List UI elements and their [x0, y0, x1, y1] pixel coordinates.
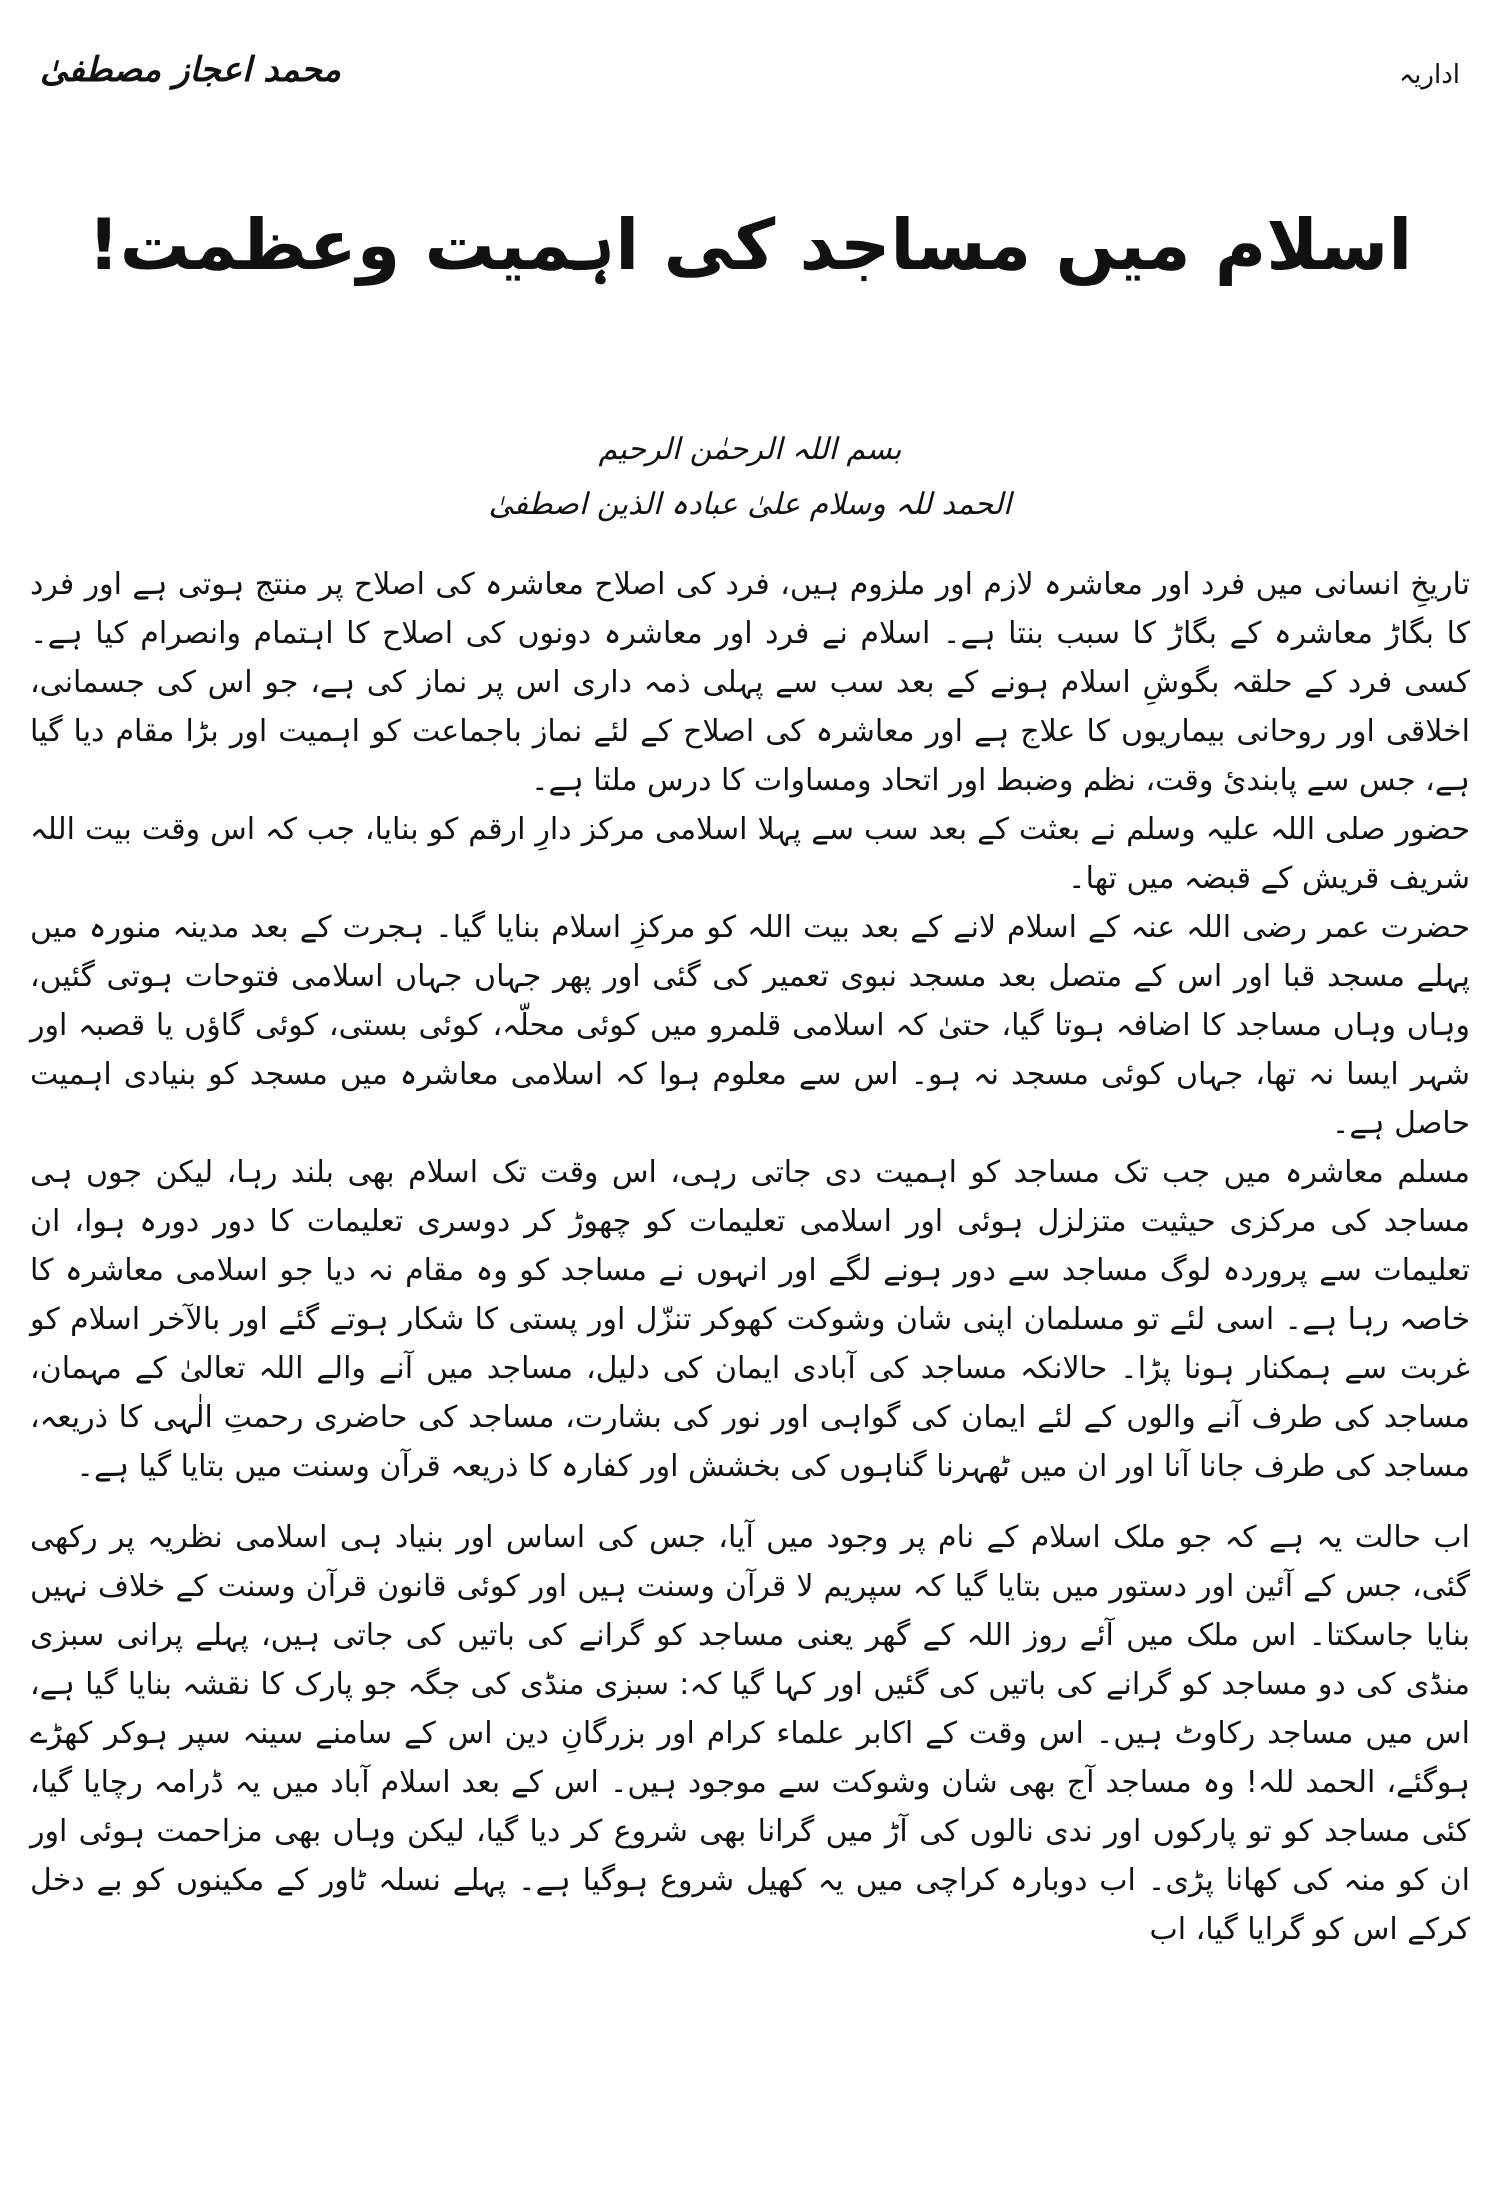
article-body — [30, 560, 1470, 1954]
paragraph: مسلم معاشرہ میں جب تک مساجد کو اہمیت دی جاتی رہی، اس وقت تک اسلام بھی بلند رہا، لیکن جوں ہی مساجد کی مرکزی حیثیت متزلزل ہوئی اور اسلامی تعلیمات کو چھوڑ کر دوسری تعلیمات کا دور دورہ ہوا، ان تعلیمات سے پروردہ لوگ مساجد سے دور ہونے لگے اور انہوں نے مساجد کو وہ مقام نہ دیا جو اسلامی معاشرہ کا خاصہ رہا ہے۔ اسی لئے تو مسلمان اپنی شان وشوکت کھوکر تنزّل اور پستی کا شکار ہوتے گئے اور بالآخر اسلام کو غربت سے ہمکنار ہونا پڑا۔ حالانکہ مساجد کی آبادی ایمان کی دلیل، مساجد میں آنے والے اللہ تعالیٰ کے مہمان، مساجد کی طرف آنے والوں کے لئے ایمان کی گواہی اور نور کی بشارت، مساجد کی حاضری رحمتِ الٰہی کا ذریعہ، مساجد کی طرف جانا آنا اور ان میں ٹھہرنا گناہوں کی بخشش اور کفارہ کا ذریعہ قرآن وسنت میں بتایا گیا ہے۔ — [30, 1155, 1470, 1484]
hamd-line: الحمد للہ وسلام علیٰ عبادہ الذین اصطفیٰ — [488, 487, 1012, 522]
author-name: محمد اعجاز مصطفیٰ — [40, 50, 341, 90]
bismillah-line: بسم اللہ الرحمٰن الرحیم — [598, 432, 902, 467]
paragraph: حضرت عمر رضی اللہ عنہ کے اسلام لانے کے بعد بیت اللہ کو مرکزِ اسلام بنایا گیا۔ ہجرت کے بعد مدینہ منورہ میں پہلے مسجد قبا اور اس کے متصل بعد مسجد نبوی تعمیر کی گئی اور پھر جہاں جہاں اسلامی فتوحات ہوتی گئیں، وہاں وہاں مساجد کا اضافہ ہوتا گیا، حتیٰ کہ اسلامی قلمرو میں کوئی محلّہ، کوئی بستی، کوئی گاؤں یا قصبہ اور شہر ایسا نہ تھا، جہاں کوئی مسجد نہ ہو۔ اس سے معلوم ہوا کہ اسلامی معاشرہ میں مسجد کو بنیادی اہمیت حاصل ہے۔ — [30, 910, 1470, 1141]
section-label: اداریہ — [1398, 60, 1460, 90]
paragraph: اب حالت یہ ہے کہ جو ملک اسلام کے نام پر وجود میں آیا، جس کی اساس اور بنیاد ہی اسلامی نظریہ پر رکھی گئی، جس کے آئین اور دستور میں بتایا گیا کہ سپریم لا قرآن وسنت ہیں اور کوئی قانون قرآن وسنت کے خلاف نہیں بنایا جاسکتا۔ اس ملک میں آئے روز اللہ کے گھر یعنی مساجد کو گرانے کی باتیں کی جاتی ہیں، پہلے پرانی سبزی منڈی کی دو مساجد کو گرانے کی باتیں کی گئیں اور کہا گیا کہ: سبزی منڈی کی جگہ جو پارک کا نقشہ بنایا گیا ہے، اس میں مساجد رکاوٹ ہیں۔ اس وقت کے اکابر علماء کرام اور بزرگانِ دین اس کے سامنے سینہ سپر ہوکر کھڑے ہوگئے، الحمد للہ! وہ مساجد آج بھی شان وشوکت سے موجود ہیں۔ اس کے بعد اسلام آباد میں یہ ڈرامہ رچایا گیا، کئی مساجد کو تو پارکوں اور ندی نالوں کی آڑ میں گرانا بھی شروع کر دیا گیا، لیکن وہاں بھی مزاحمت ہوئی اور ان کو منہ کی کھانا پڑی۔ اب دوبارہ کراچی میں یہ کھیل شروع ہوگیا ہے۔ پہلے نسلہ ٹاور کے مکینوں کو بے دخل کرکے اس کو گرایا گیا، اب — [30, 1520, 1470, 1947]
article-title: اسلام میں مساجد کی اہمیت وعظمت! — [87, 204, 1413, 286]
paragraph: تاریخِ انسانی میں فرد اور معاشرہ لازم اور ملزوم ہیں، فرد کی اصلاح معاشرہ کی اصلاح پر منتج ہوتی ہے اور فرد کا بگاڑ معاشرہ کے بگاڑ کا سبب بنتا ہے۔ اسلام نے فرد اور معاشرہ دونوں کی اصلاح کا اہتمام وانصرام کیا ہے۔ کسی فرد کے حلقہ بگوشِ اسلام ہونے کے بعد سب سے پہلی ذمہ داری اس پر نماز کی ہے، جو اس کی جسمانی، اخلاقی اور روحانی بیماریوں کا علاج ہے اور معاشرہ کی اصلاح کے لئے نماز باجماعت کو اہمیت اور بڑا مقام دیا گیا ہے، جس سے پابندیٔ وقت، نظم وضبط اور اتحاد ومساوات کا درس ملتا ہے۔ — [30, 567, 1470, 798]
paragraph: حضور صلی اللہ علیہ وسلم نے بعثت کے بعد سب سے پہلا اسلامی مرکز دارِ ارقم کو بنایا، جب کہ اس وقت بیت اللہ شریف قریش کے قبضہ میں تھا۔ — [30, 812, 1470, 896]
